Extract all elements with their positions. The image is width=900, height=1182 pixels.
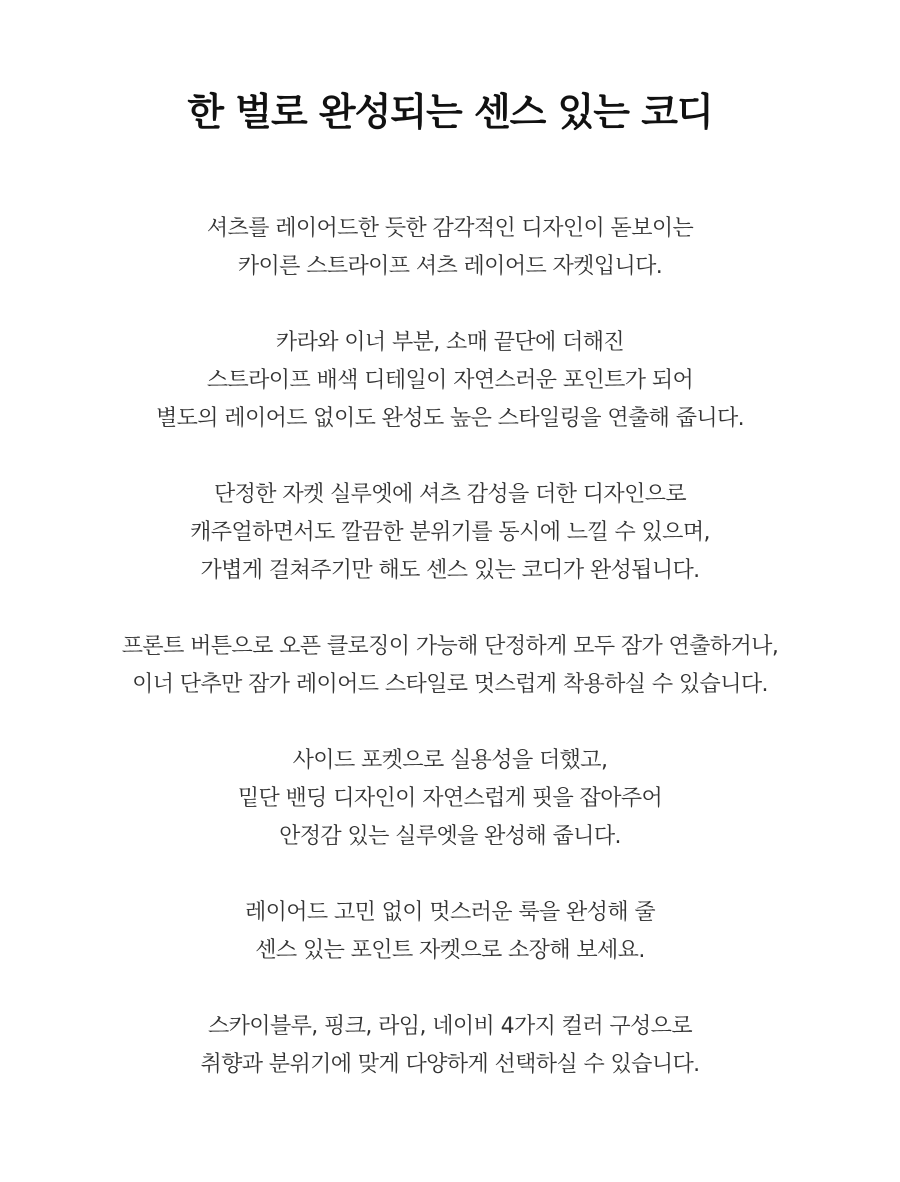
paragraph-line: 캐주얼하면서도 깔끔한 분위기를 동시에 느낄 수 있으며, (190, 520, 710, 545)
paragraph-line: 레이어드 고민 없이 멋스러운 룩을 완성해 줄 (244, 900, 656, 925)
paragraph-6 (0, 894, 900, 970)
paragraph-line: 스카이블루, 핑크, 라임, 네이비 4가지 컬러 구성으로 (208, 1014, 692, 1039)
paragraph-line: 취향과 분위기에 맞게 다양하게 선택하실 수 있습니다. (200, 1052, 700, 1077)
paragraph-line: 밑단 밴딩 디자인이 자연스럽게 핏을 잡아주어 (237, 786, 663, 811)
paragraph-line: 사이드 포켓으로 실용성을 더했고, (292, 748, 608, 773)
paragraph-line: 별도의 레이어드 없이도 완성도 높은 스타일링을 연출해 줍니다. (155, 406, 745, 431)
paragraph-line: 이너 단추만 잠가 레이어드 스타일로 멋스럽게 착용하실 수 있습니다. (132, 672, 768, 697)
paragraph-2 (0, 324, 900, 438)
paragraph-3 (0, 476, 900, 590)
paragraph-line: 안정감 있는 실루엣을 완성해 줍니다. (279, 824, 621, 849)
paragraph-1 (0, 210, 900, 286)
paragraph-line: 스트라이프 배색 디테일이 자연스러운 포인트가 되어 (206, 368, 694, 393)
paragraph-line: 카라와 이너 부분, 소매 끝단에 더해진 (275, 330, 625, 355)
paragraph-line: 셔츠를 레이어드한 듯한 감각적인 디자인이 돋보이는 (206, 216, 694, 241)
description-body (0, 210, 900, 1084)
page-title: 한 벌로 완성되는 센스 있는 코디 (187, 90, 713, 134)
paragraph-line: 단정한 자켓 실루엣에 셔츠 감성을 더한 디자인으로 (213, 482, 687, 507)
paragraph-line: 센스 있는 포인트 자켓으로 소장해 보세요. (255, 938, 645, 963)
paragraph-4 (0, 628, 900, 704)
paragraph-line: 카이른 스트라이프 셔츠 레이어드 자켓입니다. (237, 254, 663, 279)
paragraph-7 (0, 1008, 900, 1084)
paragraph-line: 프론트 버튼으로 오픈 클로징이 가능해 단정하게 모두 잠가 연출하거나, (121, 634, 779, 659)
paragraph-5 (0, 742, 900, 856)
paragraph-line: 가볍게 걸쳐주기만 해도 센스 있는 코디가 완성됩니다. (200, 558, 700, 583)
